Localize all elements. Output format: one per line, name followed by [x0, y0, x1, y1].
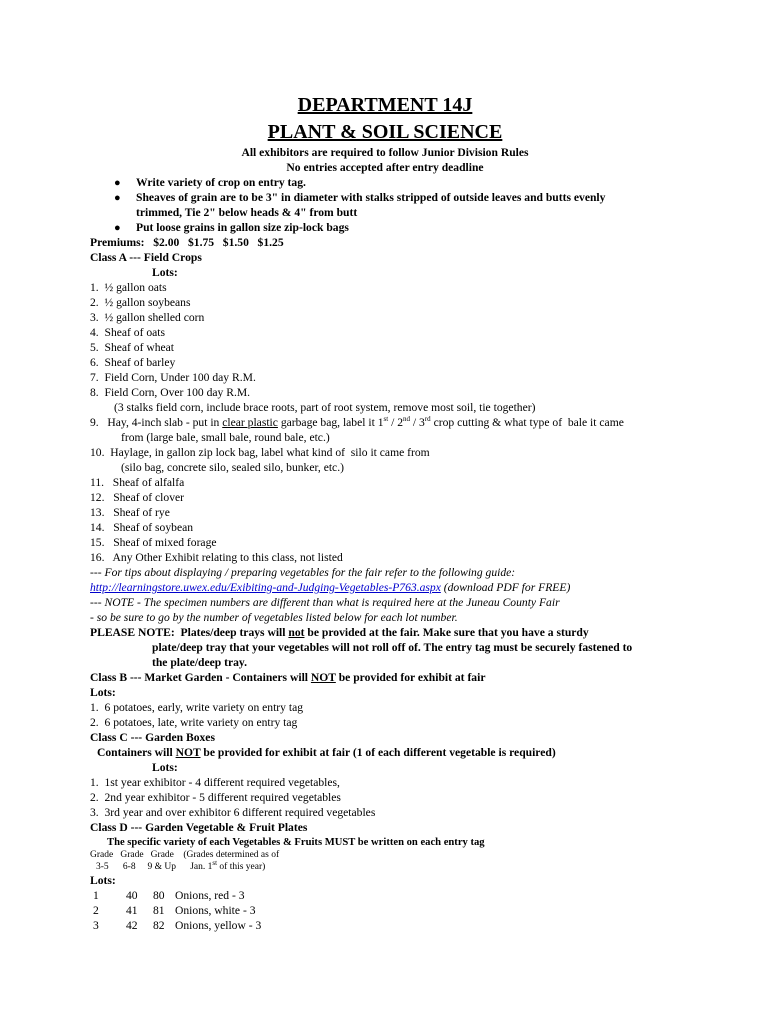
class-d-subtitle: The specific variety of each Vegetables & Fruits MUST be written on each entry tag	[107, 837, 485, 848]
bullet-icon: ●	[114, 222, 121, 234]
list-item: 15. Sheaf of mixed forage	[90, 536, 217, 549]
list-item: 13. Sheaf of rye	[90, 506, 170, 519]
hay-sup: rd	[424, 415, 431, 424]
grade-text: of this year)	[217, 862, 266, 872]
grade-3-5-cell: 3	[93, 919, 99, 932]
grade-6-8-cell: 42	[126, 919, 138, 932]
list-item: 6. Sheaf of barley	[90, 356, 176, 369]
list-item: 16. Any Other Exhibit relating to this class, not listed	[90, 551, 343, 564]
hay-sup: st	[383, 415, 389, 424]
list-item-hay	[90, 416, 624, 430]
tips-link-after: (download PDF for FREE)	[440, 581, 571, 594]
hay-sup: nd	[403, 415, 411, 424]
bullet-text: Put loose grains in gallon size zip-lock bags	[136, 221, 349, 234]
department-title: DEPARTMENT 14J	[297, 94, 473, 116]
hay-clear-plastic: clear plastic	[222, 416, 278, 429]
class-d-title: Class D --- Garden Vegetable & Fruit Plates	[90, 821, 308, 834]
subject-title: PLANT & SOIL SCIENCE	[267, 121, 503, 143]
class-d-lots-label: Lots:	[90, 874, 116, 887]
list-item: 1. ½ gallon oats	[90, 281, 167, 294]
rule-entry-deadline: No entries accepted after entry deadline	[286, 161, 484, 174]
list-item: 4. Sheaf of oats	[90, 326, 166, 339]
please-note-cont: the plate/deep tray.	[152, 656, 247, 669]
list-item: 1. 6 potatoes, early, write variety on entry tag	[90, 701, 304, 714]
lot-description: Onions, white - 3	[175, 904, 256, 917]
please-note	[90, 626, 589, 640]
bullet-icon: ●	[114, 177, 121, 189]
grade-header-row2	[96, 858, 266, 873]
grade-3-5-cell: 1	[93, 889, 99, 902]
class-b-title-text: Class B --- Market Garden - Containers will	[90, 671, 311, 684]
tips-link-line	[90, 581, 570, 595]
list-item: 7. Field Corn, Under 100 day R.M.	[90, 371, 256, 384]
list-item-haylage: 10. Haylage, in gallon zip lock bag, label what kind of silo it came from	[90, 446, 430, 459]
list-item: 8. Field Corn, Over 100 day R.M.	[90, 386, 251, 399]
list-item-hay-cont: from (large bale, small bale, round bale, etc.)	[121, 431, 330, 444]
list-item: 14. Sheaf of soybean	[90, 521, 194, 534]
hay-text: / 2	[388, 416, 404, 429]
bullet-text-cont: trimmed, Tie 2" below heads & 4" from butt	[136, 206, 358, 219]
class-a-title: Class A --- Field Crops	[90, 251, 202, 264]
grade-6-8-cell: 40	[126, 889, 138, 902]
list-item-haylage-cont: (silo bag, concrete silo, sealed silo, bunker, etc.)	[121, 461, 344, 474]
grade-9-up-cell: 82	[153, 919, 165, 932]
lot-description: Onions, red - 3	[175, 889, 245, 902]
list-item-note: (3 stalks field corn, include brace roots, part of root system, remove most soil, tie together)	[114, 401, 536, 414]
list-item: 5. Sheaf of wheat	[90, 341, 175, 354]
premiums: Premiums: $2.00 $1.75 $1.50 $1.25	[90, 236, 284, 249]
list-item: 11. Sheaf of alfalfa	[90, 476, 185, 489]
specimen-note-cont: - so be sure to go by the number of vegetables listed below for each lot number.	[90, 611, 458, 624]
hay-text: 9. Hay, 4-inch slab - put in	[90, 416, 223, 429]
hay-text: / 3	[410, 416, 425, 429]
class-b-title	[90, 671, 485, 685]
list-item: 1. 1st year exhibitor - 4 different required vegetables,	[90, 776, 340, 789]
class-c-lots-label: Lots:	[152, 761, 178, 774]
tips-line: --- For tips about displaying / preparing vegetables for the fair refer to the following guide:	[90, 566, 516, 579]
hay-text: crop cutting & what type of bale it came	[430, 416, 624, 429]
class-c-title: Class C --- Garden Boxes	[90, 731, 215, 744]
class-b-lots-label: Lots:	[90, 686, 116, 699]
grade-header-row1: Grade Grade Grade (Grades determined as of	[90, 850, 280, 860]
list-item: 3. ½ gallon shelled corn	[90, 311, 205, 324]
class-a-lots-label: Lots:	[152, 266, 178, 279]
class-c-sub-text: be provided for exhibit at fair (1 of each different vegetable is required)	[200, 746, 556, 759]
grade-9-up-cell: 81	[153, 904, 165, 917]
class-c-subtitle	[97, 746, 556, 760]
grade-9-up-cell: 80	[153, 889, 165, 902]
grade-sup: st	[212, 858, 218, 867]
class-b-not: NOT	[310, 671, 336, 684]
grade-6-8-cell: 41	[126, 904, 138, 917]
please-note-not: not	[288, 626, 305, 639]
specimen-note: --- NOTE - The specimen numbers are different than what is required here at the Juneau County Fair	[90, 596, 560, 609]
bullet-text: Sheaves of grain are to be 3" in diameter with stalks stripped of outside leaves and butts evenly	[136, 191, 606, 204]
lot-description: Onions, yellow - 3	[175, 919, 262, 932]
please-note-cont: plate/deep tray that your vegetables will not roll off of. The entry tag must be securely fastened to	[152, 641, 633, 654]
hay-text: garbage bag, label it 1	[277, 416, 384, 429]
list-item: 2. ½ gallon soybeans	[90, 296, 191, 309]
list-item: 12. Sheaf of clover	[90, 491, 185, 504]
list-item: 2. 2nd year exhibitor - 5 different required vegetables	[90, 791, 341, 804]
list-item: 2. 6 potatoes, late, write variety on entry tag	[90, 716, 298, 729]
please-note-text: PLEASE NOTE: Plates/deep trays will	[90, 626, 289, 639]
grade-text: 3-5 6-8 9 & Up Jan. 1	[96, 862, 213, 872]
class-c-sub-text: Containers will	[97, 746, 176, 759]
class-c-not: NOT	[175, 746, 201, 759]
bullet-icon: ●	[114, 192, 121, 204]
rule-junior-division: All exhibitors are required to follow Junior Division Rules	[241, 146, 529, 159]
please-note-text: be provided at the fair. Make sure that you have a sturdy	[304, 626, 589, 639]
guide-link[interactable]: http://learningstore.uwex.edu/Exibiting-and-Judging-Vegetables-P763.aspx	[90, 581, 441, 594]
grade-3-5-cell: 2	[93, 904, 99, 917]
class-b-title-text: be provided for exhibit at fair	[335, 671, 486, 684]
bullet-text: Write variety of crop on entry tag.	[136, 176, 306, 189]
list-item: 3. 3rd year and over exhibitor 6 different required vegetables	[90, 806, 376, 819]
